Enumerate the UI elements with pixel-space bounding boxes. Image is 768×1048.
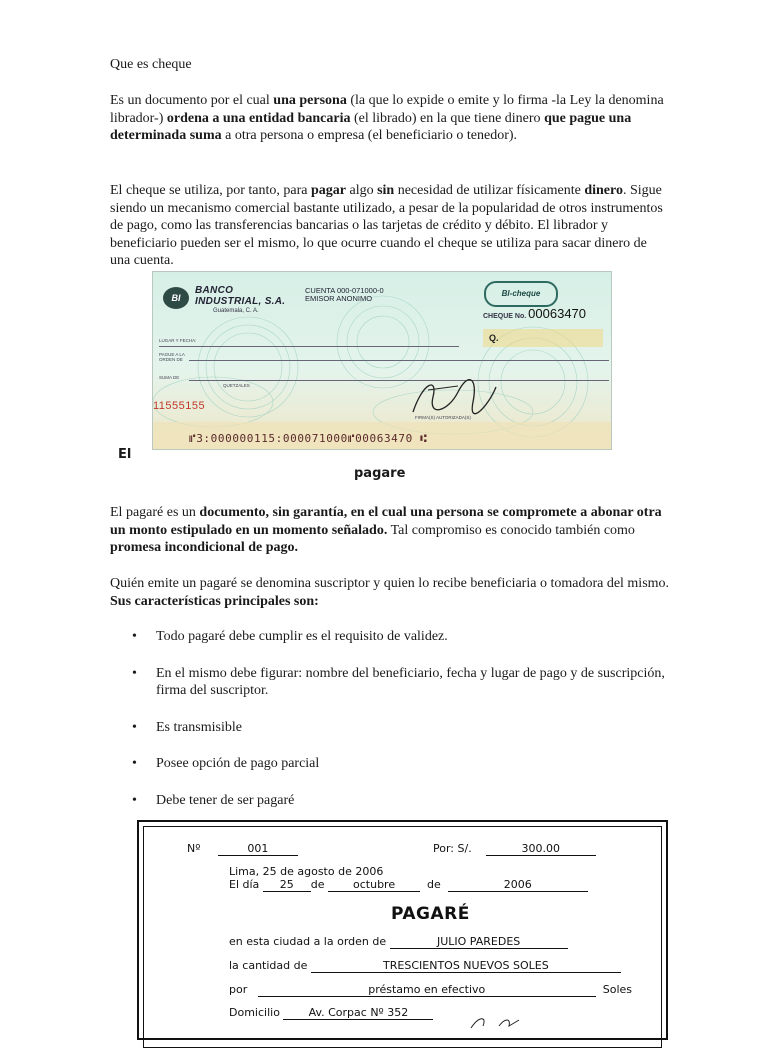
text: Es un documento por el cual [110, 93, 274, 108]
bold-text: pagar [310, 183, 346, 198]
domicilio-value: Av. Corpac Nº 352 [283, 1006, 433, 1020]
amount-label: Por: S/. [433, 842, 472, 855]
serial-number: 11555155 [153, 400, 206, 412]
amount-box [483, 329, 603, 347]
bold-text: ordena a una entidad bancaria [166, 110, 351, 126]
pagare-concepto [229, 983, 632, 997]
bank-logo: BI [163, 287, 189, 309]
text: a otra persona o empresa (el beneficiario o tenedor). [221, 128, 518, 143]
due-day: 25 [263, 878, 311, 892]
number-value: 001 [218, 842, 298, 856]
text: Quién emite un pagaré se denomina suscriptor y quien lo recibe beneficiaria o tomadora del mismo. [110, 576, 670, 591]
pagare-domicilio [229, 1006, 433, 1020]
payee-line [189, 360, 609, 361]
orden-label: en esta ciudad a la orden de [229, 935, 387, 948]
cheque-usage-paragraph [110, 182, 670, 270]
bank-name-line1: BANCO [195, 285, 234, 296]
cheque-number [483, 306, 586, 321]
text: (la que lo expide o emite y lo firma -la Ley la denomina librador-) [110, 93, 664, 126]
page-title: Que es cheque [110, 57, 192, 72]
amount-value: 300.00 [486, 842, 596, 856]
text: El pagaré es un [110, 505, 200, 520]
micr-line: ⑈3:000000115:000071000⑈00063470 ⑆ [189, 432, 428, 445]
suma-label: SUMA DE [159, 375, 180, 380]
pagare-issuer-paragraph [110, 575, 670, 610]
due-year: 2006 [448, 878, 588, 892]
domicilio-label: Domicilio [229, 1006, 280, 1019]
list-item: • Es transmisible [110, 719, 670, 737]
orden-value: JULIO PAREDES [390, 935, 568, 949]
bank-name-line2: INDUSTRIAL, S.A. [195, 296, 286, 307]
due-label: El día [229, 878, 260, 891]
cheque-number-label: CHEQUE No. [483, 313, 527, 320]
pagare-title: PAGARÉ [391, 904, 470, 924]
pagare-cantidad [229, 959, 621, 973]
number-label: Nº [187, 842, 201, 855]
characteristics-list [110, 628, 670, 828]
list-item: • Posee opción de pago parcial [110, 755, 670, 773]
pagare-definition-paragraph [110, 504, 670, 557]
pagare-amount [433, 842, 596, 856]
cantidad-label: la cantidad de [229, 959, 308, 972]
bold-text: promesa incondicional de pago. [110, 540, 298, 555]
lugar-fecha-label: LUGAR Y FECHA: [159, 338, 197, 343]
text: Tal compromiso es conocido también como [387, 522, 635, 538]
pagare-due-date [229, 878, 588, 892]
bank-city: Guatemala, C. A. [213, 308, 259, 314]
list-item: • En el mismo debe figurar: nombre del beneficiario, fecha y lugar de pago y de suscripción, firma del suscriptor. [110, 665, 670, 700]
concepto-label: por [229, 983, 248, 996]
list-item: • Todo pagaré debe cumplir es el requisito de validez. [110, 628, 670, 646]
list-item: • Debe tener de ser pagaré [110, 792, 670, 810]
pagare-number [187, 842, 298, 856]
text: necesidad de utilizar físicamente [394, 183, 585, 198]
concepto-value: préstamo en efectivo [258, 983, 596, 997]
text: El cheque se utiliza, por tanto, para [110, 183, 311, 198]
bold-text: una persona [273, 93, 347, 108]
bold-text: documento, sin garantía, en el cual una persona se compromete a abonar otra un monto estipulado en un momento señalado. [110, 505, 662, 538]
pagare-date-line: Lima, 25 de agosto de 2006 [229, 865, 384, 878]
cheque-brand: BI-cheque [484, 281, 558, 307]
de-label: de [427, 878, 441, 891]
date-line [159, 346, 459, 347]
text: . Sigue siendo un mecanismo comercial bastante utilizado, a pesar de la popularidad de otros instrumentos de pago, como las transferencias bancarias o las tarjetas de crédito y débito. El librador y beneficiario pueden ser el mismo, lo que ocurre cuando el cheque se utiliza para sacar dinero de una cuenta. [110, 183, 663, 268]
account-number: CUENTA 000-071000-0 [305, 286, 384, 295]
issuer: EMISOR ANONIMO [305, 294, 373, 303]
bold-text: Sus características principales son: [110, 593, 319, 609]
signature-image [408, 372, 498, 418]
signature-caption: FIRMA(S) AUTORIZADA(S) [415, 415, 471, 420]
bold-text: sin [377, 183, 395, 198]
pague-a-label: PAGUE A LA ORDEN DE [159, 352, 185, 362]
pagare-image [137, 820, 668, 1040]
cheque-definition-paragraph [110, 92, 670, 145]
cantidad-value: TRESCIENTOS NUEVOS SOLES [311, 959, 621, 973]
currency-symbol: Q. [489, 333, 499, 343]
bold-text: que pague una determinada suma [110, 110, 632, 143]
amount-line [189, 380, 609, 381]
de-label: de [310, 878, 325, 891]
cheque-image [152, 271, 612, 450]
due-month: octubre [328, 878, 420, 892]
quetzales-label: QUETZALES [223, 383, 250, 388]
caption-el: El [118, 447, 132, 462]
text: (el librado) en la que tiene dinero [350, 110, 545, 126]
bank-name [195, 285, 285, 307]
account-info [305, 287, 384, 303]
cheque-number-value: 00063470 [528, 306, 587, 321]
caption-pagare: pagare [354, 466, 406, 481]
bold-text: dinero [584, 183, 623, 198]
signature-image [469, 1014, 549, 1030]
soles-label: Soles [602, 983, 633, 996]
text: algo [345, 183, 378, 198]
pagare-orden [229, 935, 568, 949]
